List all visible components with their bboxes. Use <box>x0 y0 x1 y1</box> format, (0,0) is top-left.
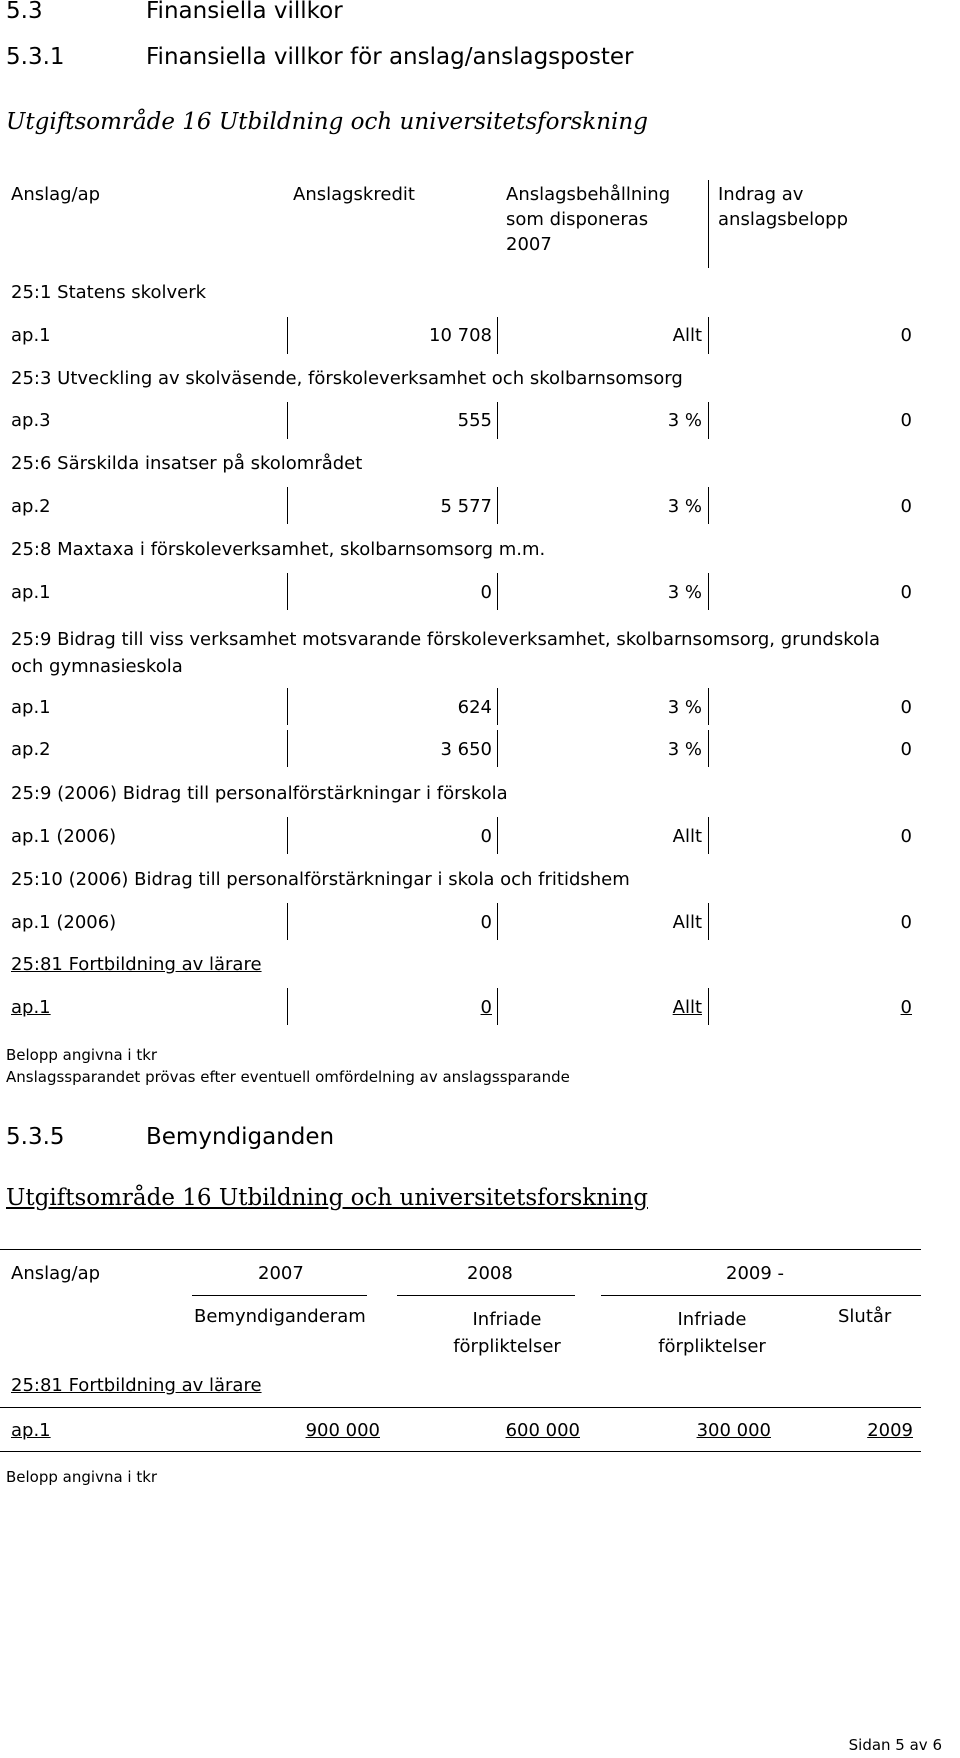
t2-subrule <box>192 1295 367 1296</box>
cell-ap: ap.1 (2006) <box>11 826 117 847</box>
table2-top-rule <box>0 1249 921 1250</box>
group-title: 25:9 (2006) Bidrag till personalförstärkningar i förskola <box>11 783 508 804</box>
cell-anslagsbehallning: 3 % <box>667 410 702 431</box>
col-divider <box>708 903 709 940</box>
group-title: 25:3 Utveckling av skolväsende, förskoleverksamhet och skolbarnsomsorg <box>11 368 683 389</box>
t2-subheader-bemyndiganderam: Bemyndiganderam <box>194 1306 366 1327</box>
group-title: 25:8 Maxtaxa i förskoleverksamhet, skolbarnsomsorg m.m. <box>11 539 546 560</box>
col-divider <box>497 817 498 854</box>
subsection-heading <box>6 44 633 70</box>
cell-indrag: 0 <box>900 912 912 933</box>
subsection-number: 5.3.1 <box>6 44 65 70</box>
col-header-anslag: Anslag/ap <box>11 184 101 205</box>
group-title: 25:9 Bidrag till viss verksamhet motsvarande förskoleverksamhet, skolbarnsomsorg, grundskola och gymnasieskola <box>11 629 881 677</box>
t2-cell-ap: ap.1 <box>11 1420 51 1441</box>
cell-anslagskredit: 5 577 <box>440 496 492 517</box>
area-title: Utgiftsområde 16 Utbildning och universitetsforskning <box>6 109 648 135</box>
cell-ap: ap.1 <box>11 697 51 718</box>
cell-anslagsbehallning: Allt <box>672 997 702 1018</box>
cell-anslagsbehallning: Allt <box>672 912 702 933</box>
cell-ap: ap.1 (2006) <box>11 912 117 933</box>
t2-cell-2008: 600 000 <box>505 1420 580 1441</box>
cell-anslagskredit: 10 708 <box>429 325 492 346</box>
t2-group-title: 25:81 Fortbildning av lärare <box>11 1375 262 1396</box>
t2-subrule <box>601 1295 921 1296</box>
t2-cell-2007: 900 000 <box>305 1420 380 1441</box>
col-divider <box>287 730 288 767</box>
section-heading <box>6 0 343 24</box>
cell-anslagskredit: 0 <box>480 997 492 1018</box>
cell-ap: ap.1 <box>11 325 51 346</box>
col-divider <box>497 573 498 610</box>
t2-note-amounts: Belopp angivna i tkr <box>6 1468 158 1486</box>
cell-anslagskredit: 0 <box>480 582 492 603</box>
col-divider <box>497 688 498 725</box>
cell-indrag: 0 <box>900 997 912 1018</box>
cell-anslagsbehallning: Allt <box>672 325 702 346</box>
section-number: 5.3 <box>6 0 43 24</box>
cell-anslagsbehallning: Allt <box>672 826 702 847</box>
col-divider <box>287 688 288 725</box>
cell-anslagskredit: 0 <box>480 826 492 847</box>
col-divider <box>287 903 288 940</box>
cell-ap: ap.2 <box>11 739 51 760</box>
t2-header-2008: 2008 <box>467 1263 513 1284</box>
col-divider <box>708 817 709 854</box>
cell-indrag: 0 <box>900 697 912 718</box>
col-divider <box>287 317 288 354</box>
t2-header-anslag: Anslag/ap <box>11 1263 101 1284</box>
cell-indrag: 0 <box>900 496 912 517</box>
group-title: 25:10 (2006) Bidrag till personalförstärkningar i skola och fritidshem <box>11 869 630 890</box>
group-title: 25:1 Statens skolverk <box>11 282 207 303</box>
col-divider <box>287 988 288 1025</box>
cell-ap: ap.2 <box>11 496 51 517</box>
col-divider <box>497 317 498 354</box>
cell-anslagsbehallning: 3 % <box>667 697 702 718</box>
section-title: Finansiella villkor <box>146 0 343 24</box>
cell-anslagskredit: 555 <box>457 410 492 431</box>
col-divider <box>708 317 709 354</box>
t2-row-rule <box>0 1407 921 1408</box>
t2-cell-slutar: 2009 <box>867 1420 913 1441</box>
col-divider <box>708 688 709 725</box>
area-title-2: Utgiftsområde 16 Utbildning och universitetsforskning <box>6 1185 648 1211</box>
col-divider <box>287 573 288 610</box>
group-title: 25:6 Särskilda insatser på skolområdet <box>11 453 363 474</box>
col-header-anslagskredit: Anslagskredit <box>293 184 415 205</box>
cell-anslagsbehallning: 3 % <box>667 739 702 760</box>
t2-cell-2009: 300 000 <box>696 1420 771 1441</box>
col-divider <box>497 487 498 524</box>
col-divider <box>497 402 498 439</box>
subsection2-heading <box>6 1124 334 1150</box>
cell-anslagskredit: 624 <box>457 697 492 718</box>
cell-indrag: 0 <box>900 739 912 760</box>
subsection2-title: Bemyndiganden <box>146 1124 335 1150</box>
cell-anslagskredit: 3 650 <box>440 739 492 760</box>
col-divider <box>287 402 288 439</box>
col-divider <box>497 988 498 1025</box>
group-title: 25:81 Fortbildning av lärare <box>11 954 262 975</box>
t2-subheader-infriade-2009: Infriade förpliktelser <box>658 1309 766 1357</box>
col-divider <box>497 730 498 767</box>
page-number: Sidan 5 av 6 <box>848 1736 942 1754</box>
col-divider <box>708 402 709 439</box>
t2-subheader-slutar: Slutår <box>838 1306 892 1327</box>
col-divider <box>287 817 288 854</box>
t2-subheader-infriade-2008: Infriade förpliktelser <box>453 1309 561 1357</box>
cell-anslagsbehallning: 3 % <box>667 582 702 603</box>
cell-anslagskredit: 0 <box>480 912 492 933</box>
col-divider <box>708 988 709 1025</box>
col-header-indrag: Indrag av anslagsbelopp <box>718 184 849 230</box>
note-amounts: Belopp angivna i tkr <box>6 1046 158 1064</box>
cell-indrag: 0 <box>900 410 912 431</box>
col-header-anslagsbehallning: Anslagsbehållning som disponeras 2007 <box>506 184 671 255</box>
cell-ap: ap.1 <box>11 997 51 1018</box>
note-sparande: Anslagssparandet prövas efter eventuell omfördelning av anslagssparande <box>6 1068 570 1086</box>
t2-subrule <box>397 1295 575 1296</box>
cell-ap: ap.3 <box>11 410 51 431</box>
t2-header-2009: 2009 - <box>726 1263 785 1284</box>
cell-anslagsbehallning: 3 % <box>667 496 702 517</box>
t2-header-2007: 2007 <box>258 1263 304 1284</box>
subsection-title: Finansiella villkor för anslag/anslagsposter <box>146 44 634 70</box>
col-divider <box>708 487 709 524</box>
header-divider <box>708 180 709 268</box>
cell-indrag: 0 <box>900 325 912 346</box>
col-divider <box>497 903 498 940</box>
cell-indrag: 0 <box>900 826 912 847</box>
t2-bottom-rule <box>0 1451 921 1452</box>
cell-ap: ap.1 <box>11 582 51 603</box>
col-divider <box>708 573 709 610</box>
col-divider <box>708 730 709 767</box>
subsection2-number: 5.3.5 <box>6 1124 65 1150</box>
cell-indrag: 0 <box>900 582 912 603</box>
col-divider <box>287 487 288 524</box>
